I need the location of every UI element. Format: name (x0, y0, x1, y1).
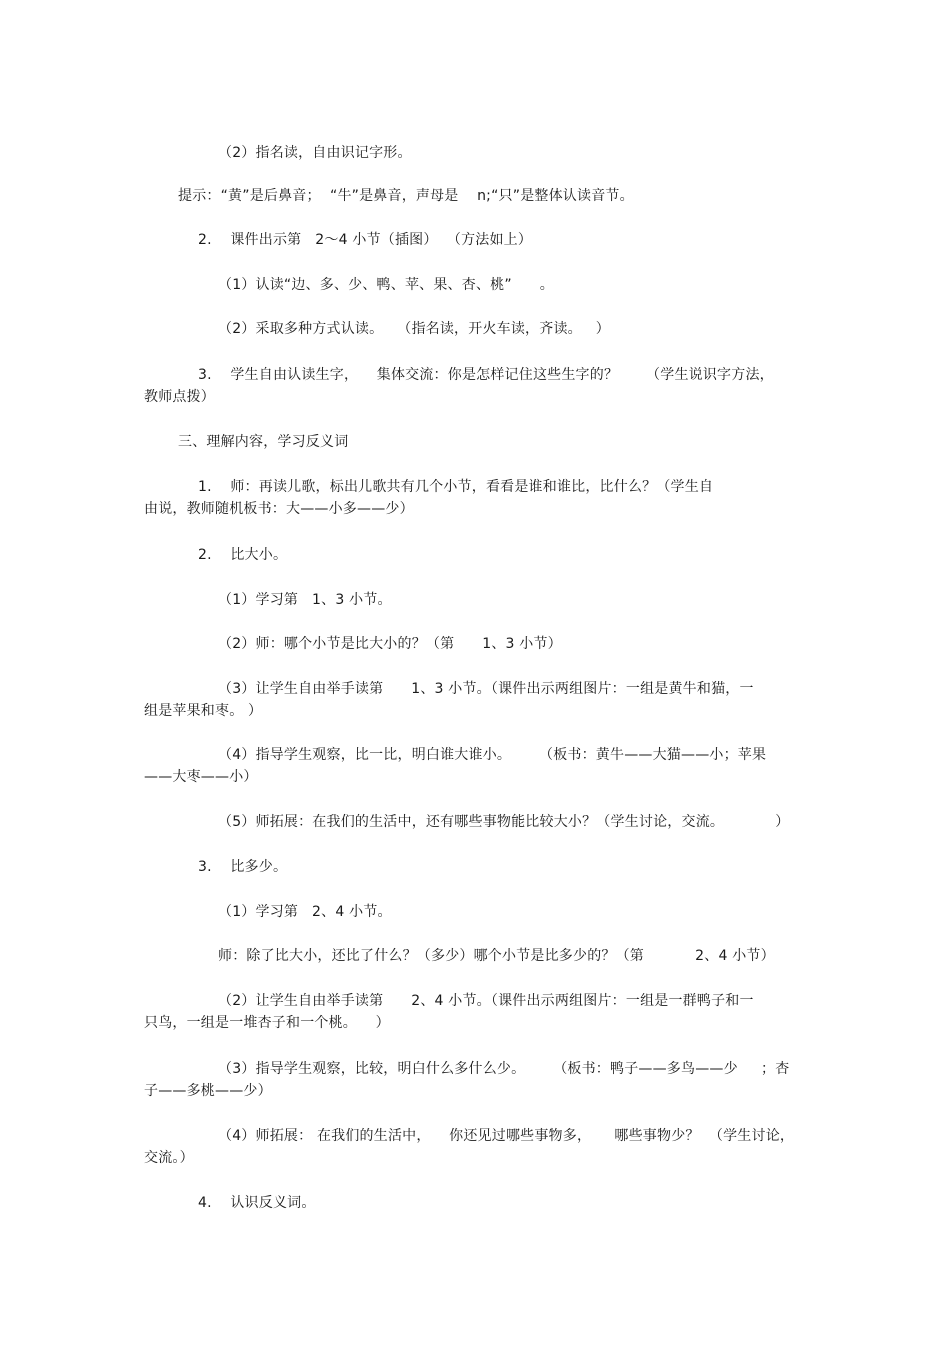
text-line: 教师点拨） (144, 389, 215, 405)
text-line: （4）指导学生观察，比一比，明白谁大谁小。 （板书：黄牛——大猫——小；苹果 (218, 747, 767, 763)
text-line: （1）学习第 1、3 小节。 (218, 592, 392, 608)
text-line: （4）师拓展： 在我们的生活中， 你还见过哪些事物多， 哪些事物少？ （学生讨论， (218, 1128, 795, 1144)
text-line: 只鸟，一组是一堆杏子和一个桃。 ） (144, 1015, 390, 1031)
text-line: 由说，教师随机板书：大——小多——少） (144, 501, 414, 517)
text-line: 1. 师：再读儿歌，标出儿歌共有几个小节，看看是谁和谁比，比什么？（学生自 (198, 479, 714, 495)
text-line: ——大枣——小） (144, 769, 258, 785)
text-line: （2）指名读，自由识记字形。 (218, 145, 412, 161)
text-line: （5）师拓展：在我们的生活中，还有哪些事物能比较大小？（学生讨论，交流。 ） (218, 814, 790, 830)
text-line: 2. 课件出示第 2～4 小节（插图） （方法如上） (198, 232, 533, 248)
text-line: 提示：“黄”是后鼻音； “牛”是鼻音，声母是 n;“只”是整体认读音节。 (178, 188, 634, 204)
text-line: （2）让学生自由举手读第 2、4 小节。（课件出示两组图片：一组是一群鸭子和一 (218, 993, 754, 1009)
text-line: （1）学习第 2、4 小节。 (218, 904, 392, 920)
section-heading: 三、理解内容，学习反义词 (178, 434, 349, 450)
text-line: （3）指导学生观察，比较，明白什么多什么少。 （板书：鸭子——多鸟——少 ；杏 (218, 1061, 790, 1077)
text-line: 2. 比大小。 (198, 547, 288, 563)
text-line: 交流。） (144, 1150, 194, 1166)
text-line: 子——多桃——少） (144, 1083, 272, 1099)
text-line: （3）让学生自由举手读第 1、3 小节。（课件出示两组图片：一组是黄牛和猫，一 (218, 681, 754, 697)
text-line: 3. 学生自由认读生字， 集体交流：你是怎样记住这些生字的？ （学生说识字方法， (198, 367, 774, 383)
text-line: 师：除了比大小，还比了什么？（多少）哪个小节是比多少的？（第 2、4 小节） (218, 948, 775, 964)
text-line: 3. 比多少。 (198, 859, 288, 875)
text-line: 4. 认识反义词。 (198, 1195, 316, 1211)
text-line: （2）师：哪个小节是比大小的？（第 1、3 小节） (218, 636, 562, 652)
text-line: （2）采取多种方式认读。 （指名读，开火车读，齐读。 ） (218, 321, 611, 337)
text-line: 组是苹果和枣。 ） (144, 703, 263, 719)
text-line: （1）认读“边、多、少、鸭、苹、果、杏、桃” 。 (218, 277, 554, 293)
